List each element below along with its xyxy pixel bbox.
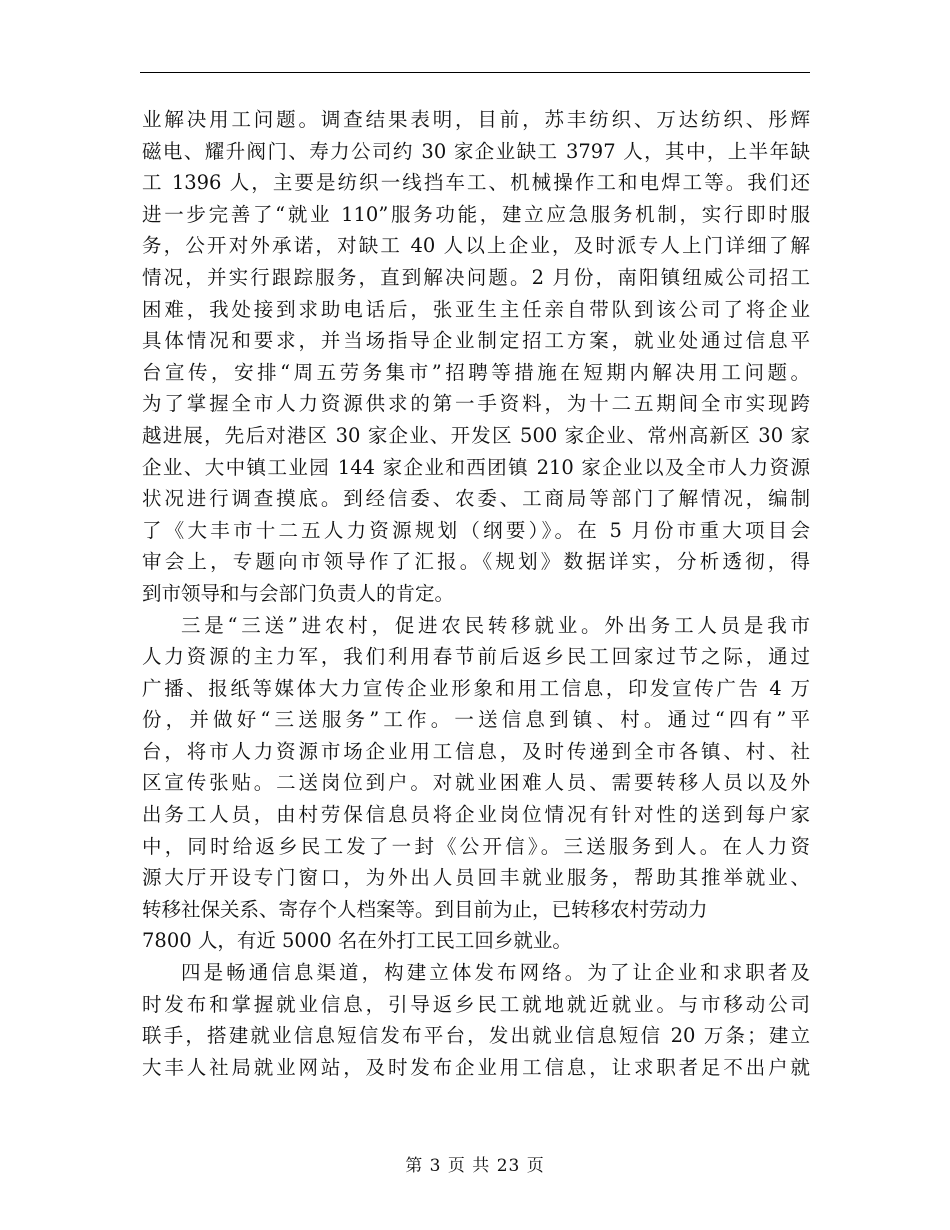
text-line: 进一步完善了“就业 110”服务功能，建立应急服务机制，实行即时服 (142, 202, 810, 226)
text-line: 审会上，专题向市领导作了汇报。《规划》数据详实，分析透彻，得 (142, 550, 810, 574)
text-line: 具体情况和要求，并当场指导企业制定招工方案，就业处通过信息平 (142, 329, 810, 353)
text-line: 台，将市人力资源市场企业用工信息，及时传递到全市各镇、村、社 (142, 739, 810, 763)
text-line: 人力资源的主力军，我们利用春节前后返乡民工回家过节之际，通过 (142, 645, 810, 669)
text-line: 情况，并实行跟踪服务，直到解决问题。2 月份，南阳镇纽威公司招工 (142, 265, 810, 289)
text-line: 业解决用工问题。调查结果表明，目前，苏丰纺织、万达纺织、彤辉 (142, 108, 810, 131)
text-line: 份，并做好“三送服务”工作。一送信息到镇、村。通过“四有”平 (142, 708, 810, 732)
text-line: 广播、报纸等媒体大力宣传企业形象和用工信息，印发宣传广告 4 万 (142, 676, 810, 700)
text-line: 企业、大中镇工业园 144 家企业和西团镇 210 家企业以及全市人力资源 (142, 455, 810, 479)
text-line: 四是畅通信息渠道，构建立体发布网络。为了让企业和求职者及 (181, 961, 810, 985)
text-line: 三是“三送”进农村，促进农民转移就业。外出务工人员是我市 (181, 613, 810, 637)
text-line: 时发布和掌握就业信息，引导返乡民工就地就近就业。与市移动公司 (142, 992, 810, 1016)
text-line: 困难，我处接到求助电话后，张亚生主任亲自带队到该公司了将企业 (142, 297, 810, 321)
text-line: 了《大丰市十二五人力资源规划（纲要）》。在 5 月份市重大项目会 (142, 518, 810, 542)
text-line: 联手，搭建就业信息短信发布平台，发出就业信息短信 20 万条；建立 (142, 1024, 810, 1048)
text-line: 源大厅开设专门窗口，为外出人员回丰就业服务，帮助其推举就业、 (142, 866, 810, 890)
text-line: 磁电、耀升阀门、寿力公司约 30 家企业缺工 3797 人，其中，上半年缺 (142, 139, 810, 163)
page-footer: 第 3 页 共 23 页 (405, 1156, 545, 1176)
text-line: 台宣传，安排“周五劳务集市”招聘等措施在短期内解决用工问题。 (142, 360, 810, 384)
text-line: 出务工人员，由村劳保信息员将企业岗位情况有针对性的送到每户家 (142, 803, 810, 827)
text-line: 务，公开对外承诺，对缺工 40 人以上企业，及时派专人上门详细了解 (142, 234, 810, 258)
text-line: 转移社保关系、寄存个人档案等。到目前为止，已转移农村劳动力 (142, 897, 708, 921)
text-line: 到市领导和与会部门负责人的肯定。 (142, 581, 455, 605)
text-line: 区宣传张贴。二送岗位到户。对就业困难人员、需要转移人员以及外 (142, 771, 810, 795)
text-line: 工 1396 人，主要是纺织一线挡车工、机械操作工和电焊工等。我们还 (142, 171, 810, 195)
text-line: 大丰人社局就业网站，及时发布企业用工信息，让求职者足不出户就 (142, 1055, 810, 1079)
text-line: 7800 人，有近 5000 名在外打工民工回乡就业。 (142, 929, 572, 953)
text-line: 为了掌握全市人力资源供求的第一手资料，为十二五期间全市实现跨 (142, 392, 810, 416)
text-line: 越进展，先后对港区 30 家企业、开发区 500 家企业、常州高新区 30 家 (142, 423, 810, 447)
header-rule (140, 72, 810, 73)
text-line: 中，同时给返乡民工发了一封《公开信》。三送服务到人。在人力资 (142, 834, 810, 858)
text-line: 状况进行调查摸底。到经信委、农委、工商局等部门了解情况，编制 (142, 487, 810, 511)
body-text (142, 104, 810, 1083)
